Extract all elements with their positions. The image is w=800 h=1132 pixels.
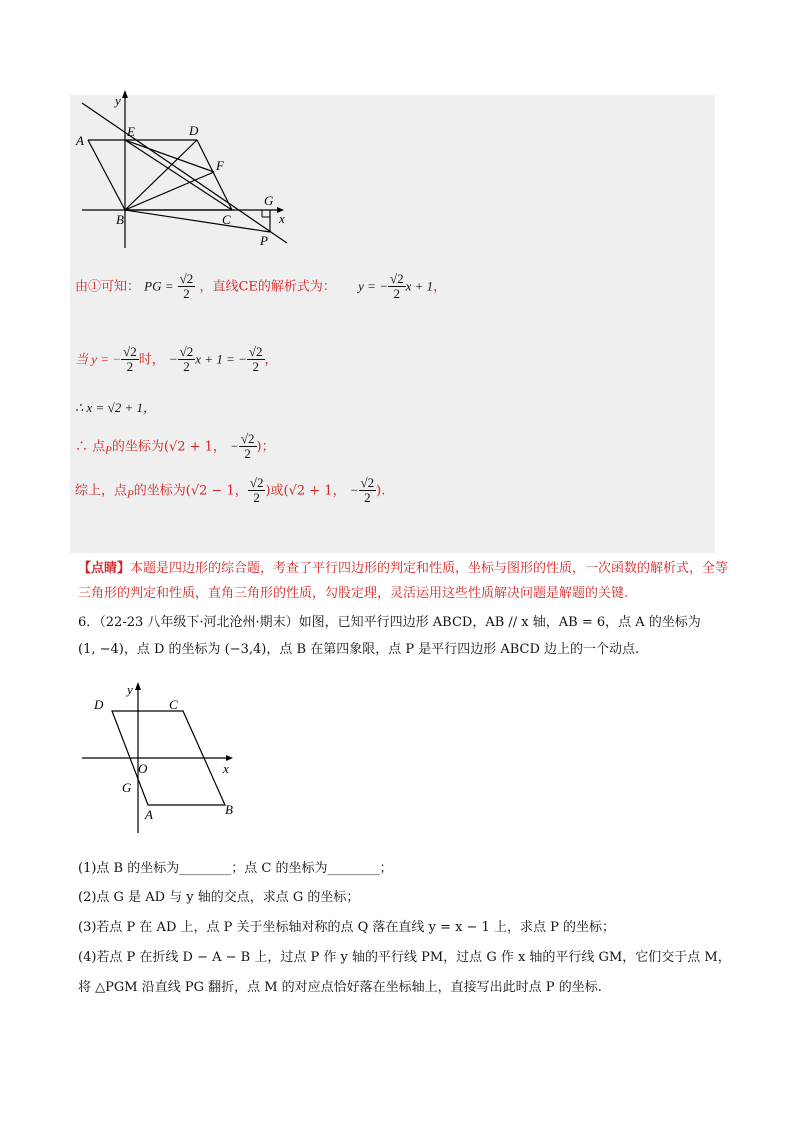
solution-line-4: ∴ 点$_P$的坐标为(√2 + 1， − $\frac{√2}{2}$ )； bbox=[75, 431, 275, 462]
fig2-label-x: x bbox=[223, 761, 229, 776]
fig1-label-A: A bbox=[76, 133, 84, 148]
question-1: (1)点 B 的坐标为________；点 C 的坐标为________； bbox=[78, 861, 393, 876]
note-tag: 【点睛】 bbox=[78, 561, 131, 576]
figure-1-diagram bbox=[72, 88, 292, 253]
fig1-label-y: y bbox=[115, 93, 121, 108]
fig2-label-A: A bbox=[145, 807, 153, 822]
fig1-label-C: C bbox=[222, 212, 231, 227]
key-point-note bbox=[78, 556, 738, 606]
fig1-label-B: B bbox=[116, 212, 124, 227]
fig1-label-E: E bbox=[127, 124, 135, 139]
fig1-label-x: x bbox=[279, 211, 285, 226]
question-3: (3)若点 P 在 AD 上，点 P 关于坐标轴对称的点 Q 落在直线 y = x − 1 上，求点 P 的坐标； bbox=[78, 920, 615, 935]
fig2-label-D: D bbox=[94, 697, 104, 712]
fig2-label-C: C bbox=[169, 697, 178, 712]
problem-6-line-1: 6．（22-23 八年级下·河北沧州·期末）如图，已知平行四边形 ABCD，AB // x 轴，AB = 6，点 A 的坐标为 bbox=[78, 615, 701, 630]
fig2-label-O: O bbox=[138, 761, 148, 776]
solution-line-5: 综上，点$_P$的坐标为(√2 − 1， $\frac{√2}{2}$ )或(√2 + 1， − $\frac{√2}{2}$ ). bbox=[75, 475, 386, 506]
figure-2-diagram bbox=[78, 678, 248, 838]
fig2-label-B: B bbox=[225, 802, 233, 817]
question-4-line-1: (4)若点 P 在折线 D − A − B 上，过点 P 作 y 轴的平行线 PM，过点 G 作 x 轴的平行线 GM，它们交于点 M， bbox=[78, 950, 731, 965]
fig1-label-G: G bbox=[264, 193, 274, 208]
fig2-label-y: y bbox=[127, 682, 133, 697]
problem-6-line-2: (1, −4)，点 D 的坐标为 (−3,4)，点 B 在第四象限，点 P 是平行四边形 ABCD 边上的一个动点. bbox=[78, 642, 640, 657]
note-text: 本题是四边形的综合题，考查了平行四边形的判定和性质，坐标与图形的性质，一次函数的解析式，全等三角形的判定和性质，直角三角形的性质，勾股定理，灵活运用这些性质解决问题是解题的关键. bbox=[78, 561, 729, 601]
fig1-label-F: F bbox=[216, 158, 224, 173]
fig1-y-arrow bbox=[122, 90, 128, 98]
fig1-label-P: P bbox=[260, 233, 268, 248]
solution-line-3: ∴ x = √2 + 1， bbox=[75, 400, 156, 415]
solution-line-1: 由①可知： PG = $\frac{√2}{2}$ ，直线CE的解析式为： y = − $\frac{√2}{2}$ x + 1， bbox=[75, 271, 447, 302]
question-4-line-2: 将 △PGM 沿直线 PG 翻折，点 M 的对应点恰好落在坐标轴上，直接写出此时点 P 的坐标. bbox=[78, 980, 602, 995]
fig2-y-arrow bbox=[135, 682, 141, 690]
fig1-label-D: D bbox=[189, 123, 199, 138]
solution-line-2: 当 y = − $\frac{√2}{2}$ 时， − $\frac{√2}{2}$ x + 1 = − $\frac{√2}{2}$ ， bbox=[75, 344, 278, 375]
fig2-label-G: G bbox=[122, 780, 132, 795]
question-2: (2)点 G 是 AD 与 y 轴的交点，求点 G 的坐标； bbox=[78, 890, 360, 905]
